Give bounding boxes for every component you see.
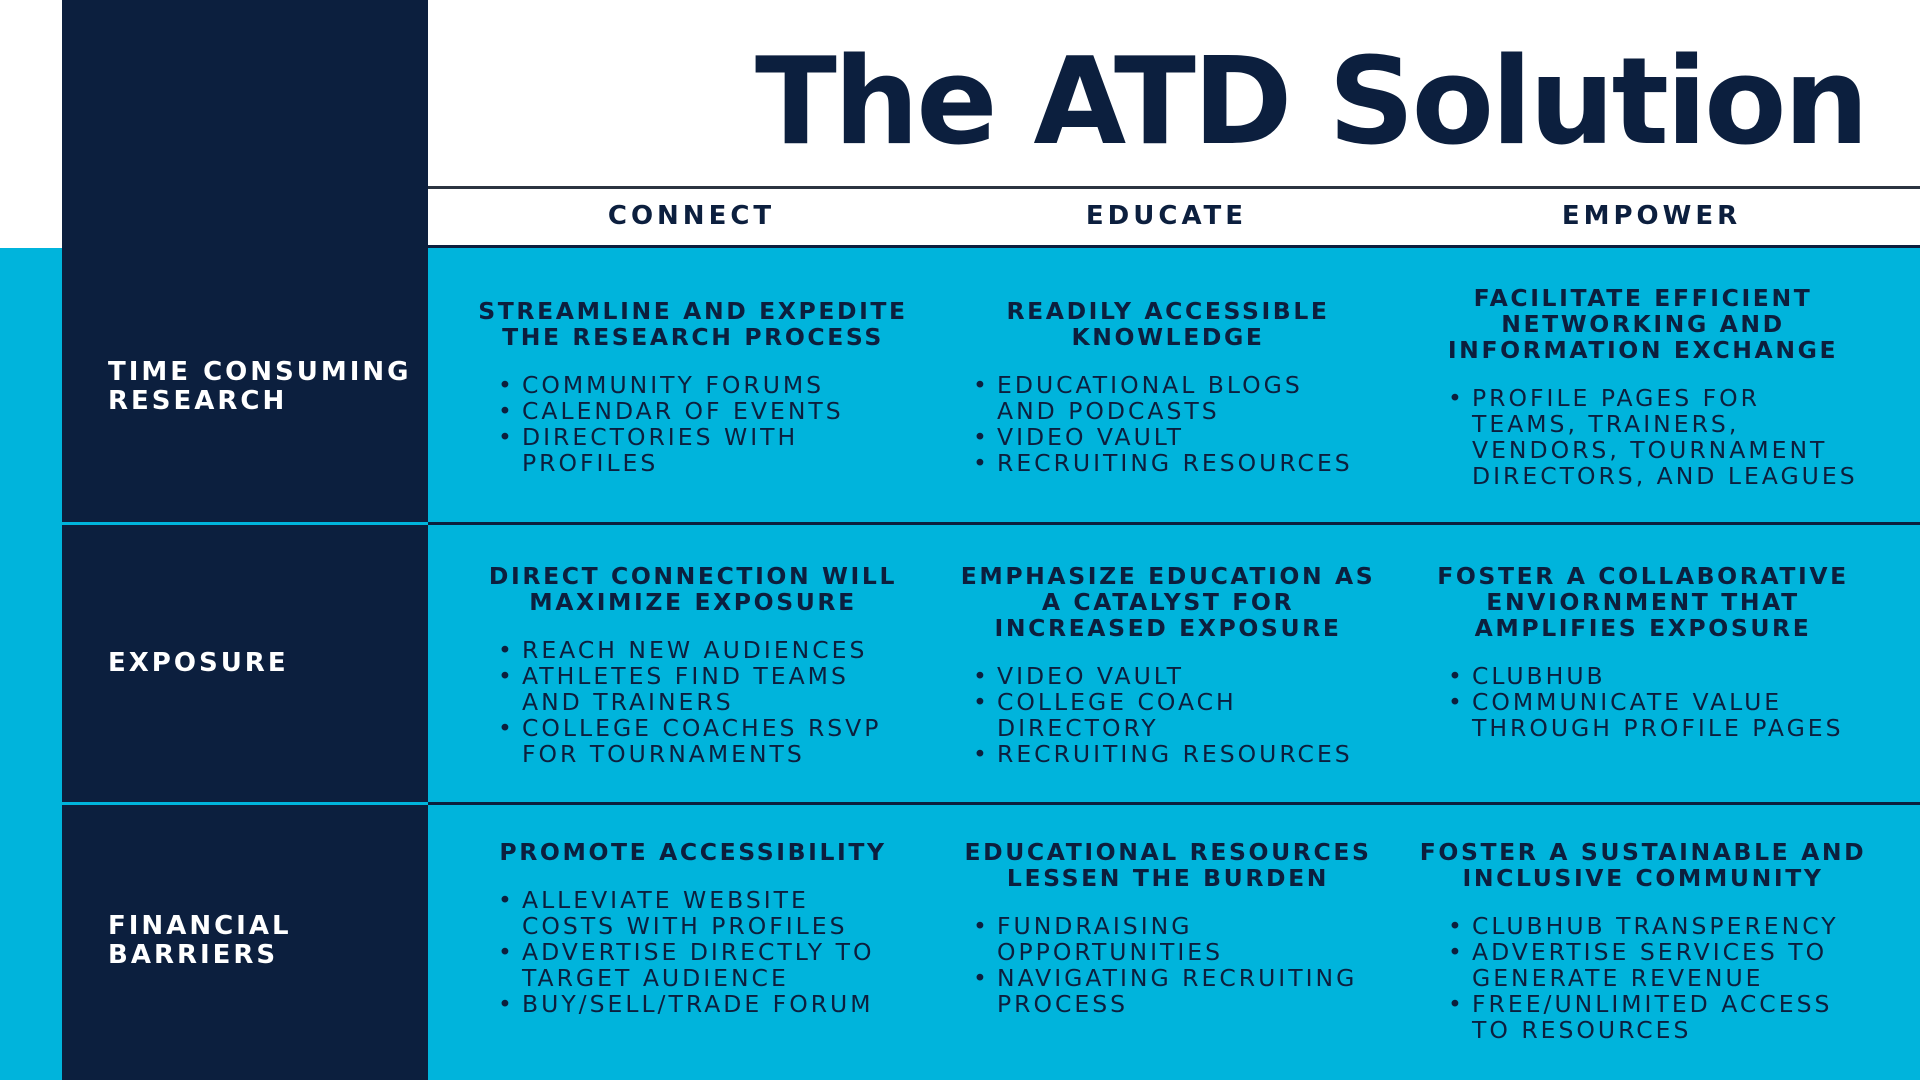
cell-empower-financial	[1408, 839, 1878, 1043]
cell-educate-exposure	[933, 563, 1403, 767]
list-item: • ADVERTISE DIRECTLY TO TARGET AUDIENCE	[498, 939, 928, 991]
row-divider	[428, 522, 1920, 525]
cell-empower-research	[1408, 285, 1878, 489]
list-item: • FUNDRAISING OPPORTUNITIES	[973, 913, 1403, 965]
row-divider	[62, 802, 428, 805]
bullet-list	[1408, 385, 1878, 489]
row-label-exposure: EXPOSURE	[108, 648, 289, 678]
list-item: • EDUCATIONAL BLOGS AND PODCASTS	[973, 372, 1403, 424]
column-header-connect: CONNECT	[607, 201, 776, 231]
row-label-financial-barriers: FINANCIAL BARRIERS	[108, 911, 292, 970]
cell-heading: FOSTER A COLLABORATIVE ENVIORNMENT THAT AMPLIFIES EXPOSURE	[1437, 562, 1849, 642]
list-item: • CLUBHUB TRANSPERENCY	[1448, 913, 1878, 939]
cell-heading: EDUCATIONAL RESOURCES LESSEN THE BURDEN	[964, 838, 1372, 892]
cell-heading: FACILITATE EFFICIENT NETWORKING AND INFORMATION EXCHANGE	[1447, 284, 1839, 364]
cell-educate-research	[933, 298, 1403, 476]
cell-connect-financial	[458, 839, 928, 1017]
list-item: • COMMUNICATE VALUE THROUGH PROFILE PAGES	[1448, 689, 1878, 741]
bullet-list	[933, 372, 1403, 476]
list-item: • COMMUNITY FORUMS	[498, 372, 928, 398]
list-item: • VIDEO VAULT	[973, 663, 1403, 689]
list-item: • VIDEO VAULT	[973, 424, 1403, 450]
list-item: • ATHLETES FIND TEAMS AND TRAINERS	[498, 663, 928, 715]
list-item: • RECRUITING RESOURCES	[973, 450, 1403, 476]
list-item: • RECRUITING RESOURCES	[973, 741, 1403, 767]
bullet-list	[1408, 663, 1878, 741]
cell-educate-financial	[933, 839, 1403, 1017]
list-item: • REACH NEW AUDIENCES	[498, 637, 928, 663]
bullet-list	[458, 372, 928, 476]
cell-heading: PROMOTE ACCESSIBILITY	[499, 838, 887, 866]
column-header-educate: EDUCATE	[1085, 201, 1248, 231]
list-item: • CALENDAR OF EVENTS	[498, 398, 928, 424]
list-item: • BUY/SELL/TRADE FORUM	[498, 991, 928, 1017]
list-item: • PROFILE PAGES FOR TEAMS, TRAINERS, VENDORS, TOURNAMENT DIRECTORS, AND LEAGUES	[1448, 385, 1878, 489]
list-item: • ALLEVIATE WEBSITE COSTS WITH PROFILES	[498, 887, 928, 939]
bullet-list	[1408, 913, 1878, 1043]
cell-empower-exposure	[1408, 563, 1878, 741]
header-top-rule	[428, 186, 1920, 189]
list-item: • NAVIGATING RECRUITING PROCESS	[973, 965, 1403, 1017]
row-divider	[62, 522, 428, 525]
bullet-list	[933, 663, 1403, 767]
row-divider	[428, 802, 1920, 805]
cell-heading: DIRECT CONNECTION WILL MAXIMIZE EXPOSURE	[488, 562, 898, 616]
list-item: • ADVERTISE SERVICES TO GENERATE REVENUE	[1448, 939, 1878, 991]
cell-heading: EMPHASIZE EDUCATION AS A CATALYST FOR INCREASED EXPOSURE	[960, 562, 1376, 642]
bullet-list	[458, 637, 928, 767]
bullet-list	[933, 913, 1403, 1017]
page-title: The ATD Solution	[754, 33, 1866, 172]
header-bottom-rule	[428, 245, 1920, 248]
list-item: • FREE/UNLIMITED ACCESS TO RESOURCES	[1448, 991, 1878, 1043]
list-item: • DIRECTORIES WITH PROFILES	[498, 424, 928, 476]
cell-heading: READILY ACCESSIBLE KNOWLEDGE	[1006, 297, 1330, 351]
cell-heading: FOSTER A SUSTAINABLE AND INCLUSIVE COMMUNITY	[1419, 838, 1867, 892]
bullet-list	[458, 887, 928, 1017]
cell-heading: STREAMLINE AND EXPEDITE THE RESEARCH PROCESS	[478, 297, 908, 351]
row-label-time-consuming-research: TIME CONSUMING RESEARCH	[108, 357, 412, 416]
list-item: • COLLEGE COACH DIRECTORY	[973, 689, 1403, 741]
cell-connect-research	[458, 298, 928, 476]
list-item: • COLLEGE COACHES RSVP FOR TOURNAMENTS	[498, 715, 928, 767]
cell-connect-exposure	[458, 563, 928, 767]
list-item: • CLUBHUB	[1448, 663, 1878, 689]
column-header-empower: EMPOWER	[1561, 201, 1742, 231]
